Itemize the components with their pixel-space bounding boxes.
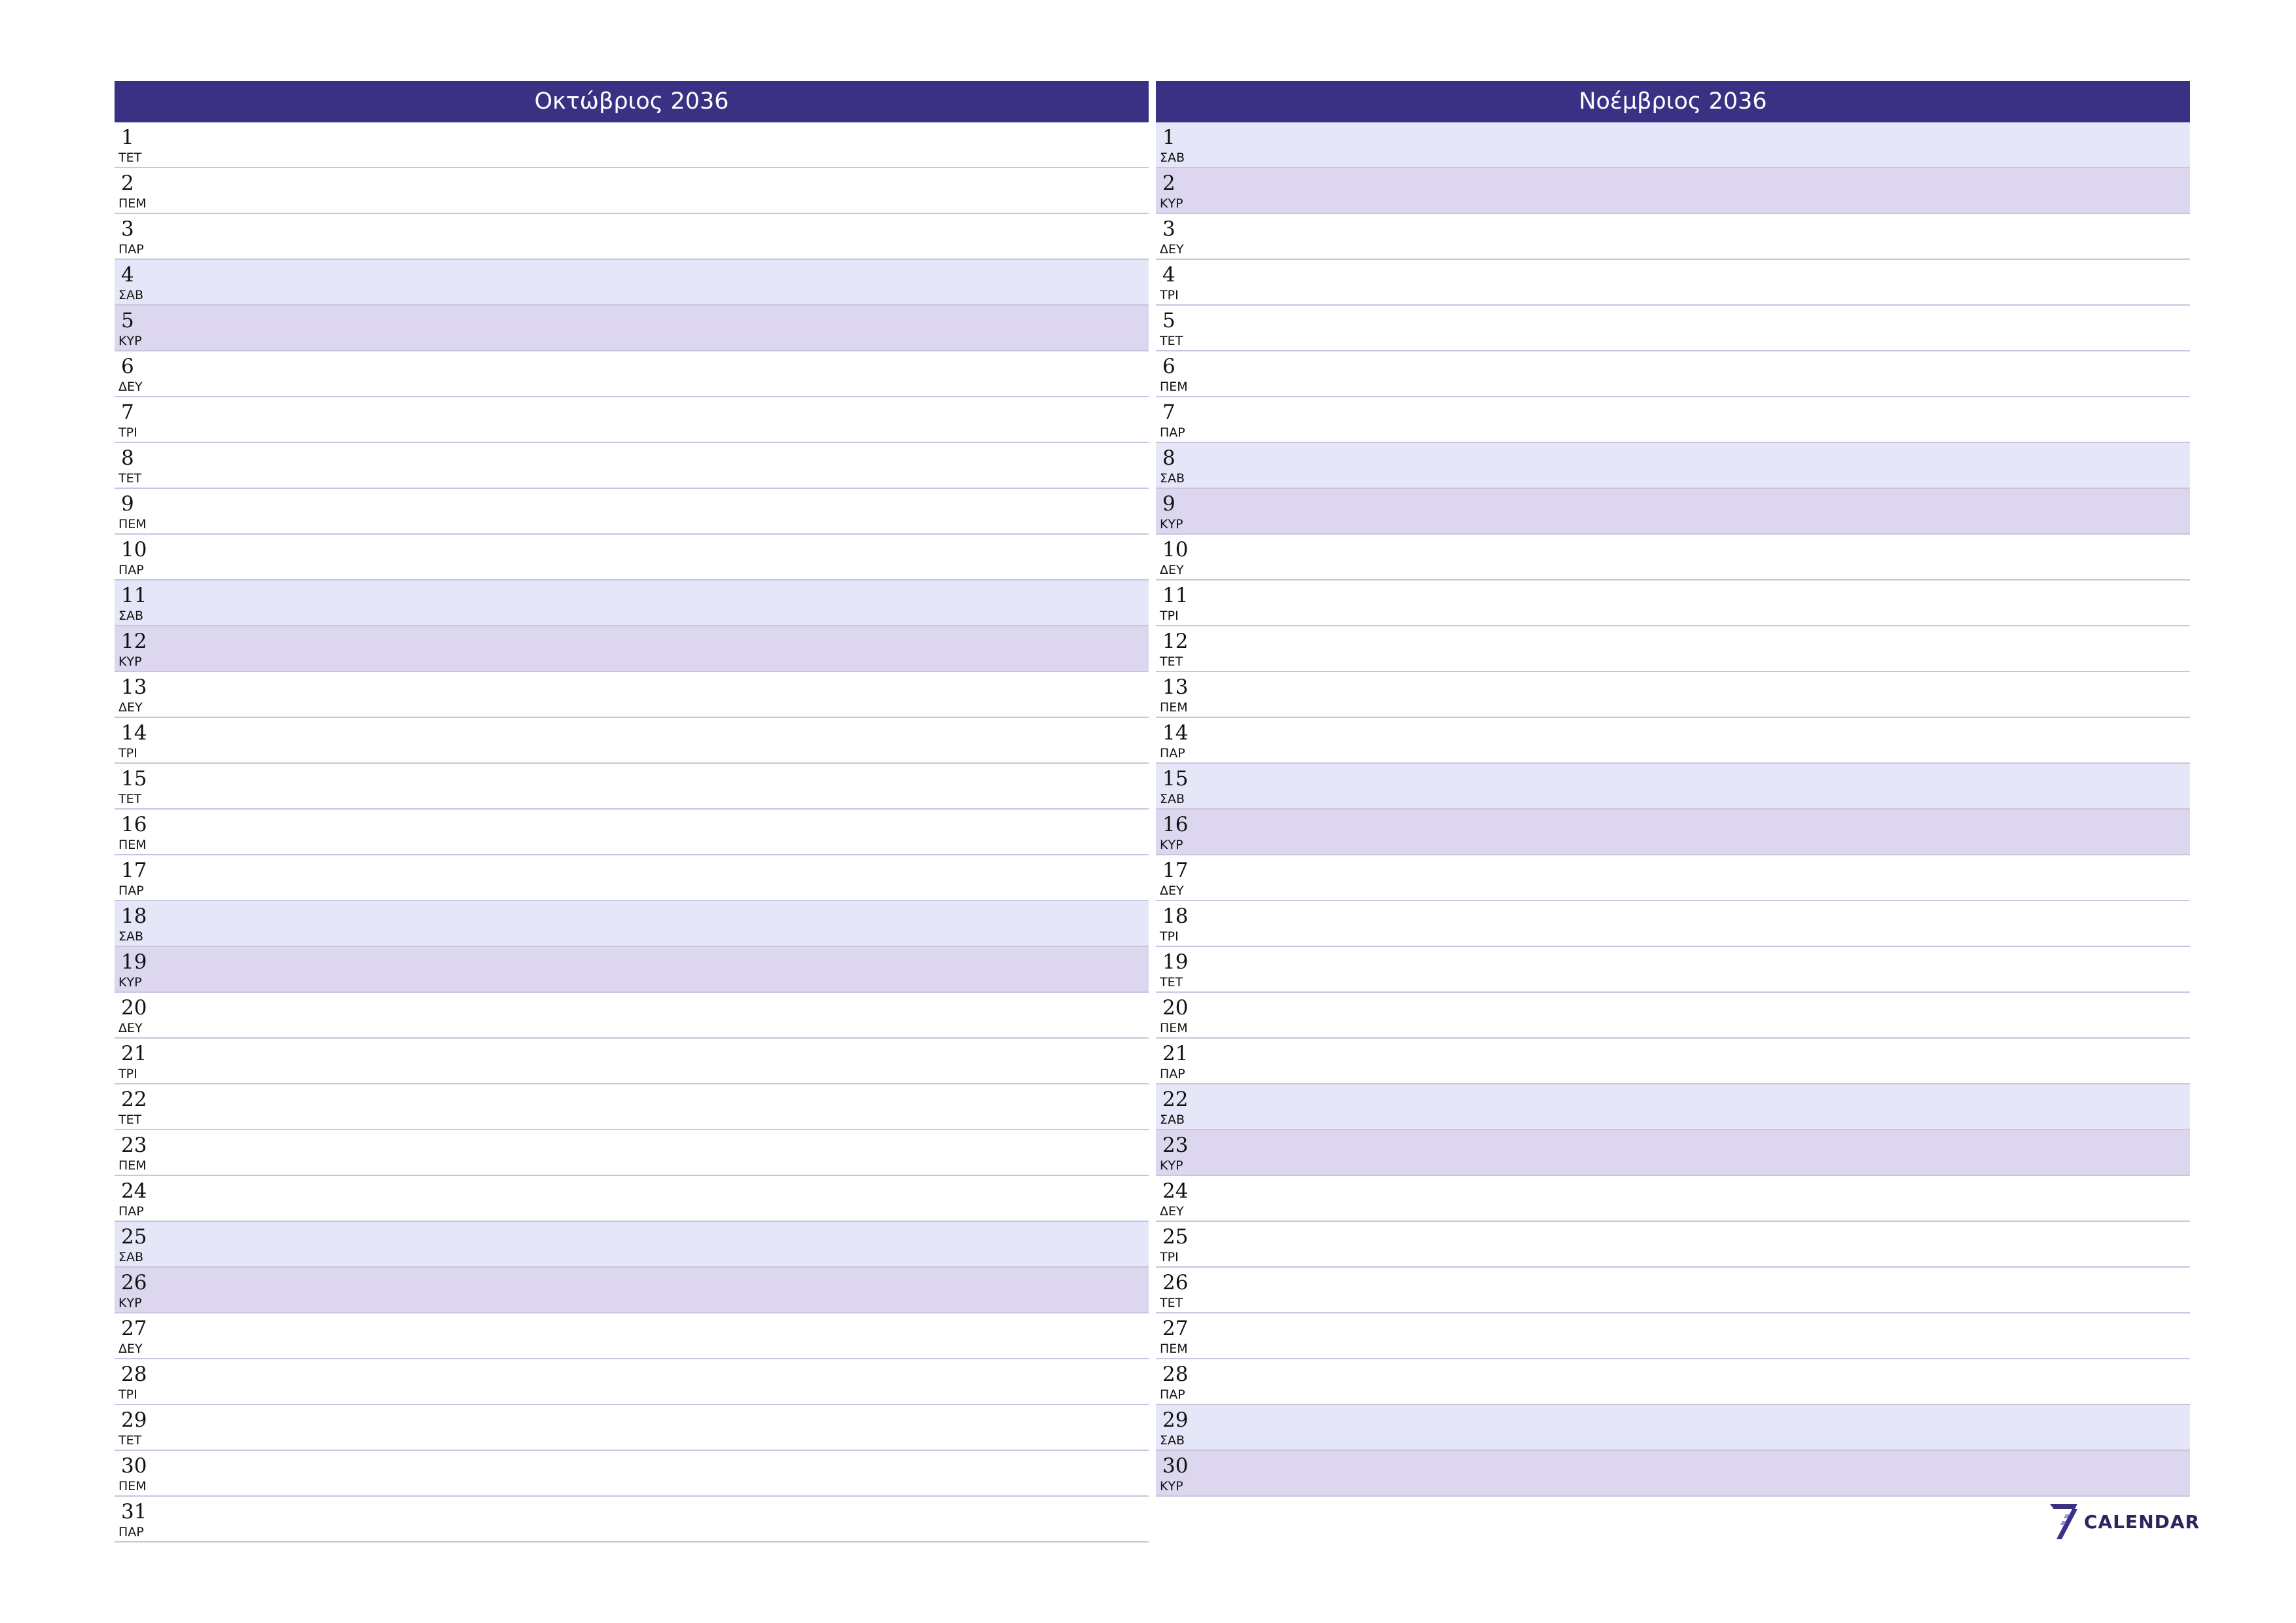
- day-name: ΠΑΡ: [1160, 1067, 1185, 1081]
- day-name: ΔΕΥ: [118, 380, 143, 394]
- day-number: 8: [121, 446, 134, 470]
- day-number: 2: [121, 171, 134, 195]
- day-name: ΔΕΥ: [1160, 883, 1184, 898]
- day-name: ΚΥΡ: [118, 334, 142, 348]
- day-row: [115, 1405, 1149, 1451]
- month-title: Οκτώβριος 2036: [115, 81, 1149, 122]
- day-row: [115, 1359, 1149, 1405]
- day-number: 12: [1162, 630, 1189, 653]
- day-number: 17: [121, 859, 147, 882]
- day-name: ΚΥΡ: [118, 654, 142, 669]
- day-name: ΠΑΡ: [1160, 1387, 1185, 1402]
- day-number: 29: [121, 1408, 147, 1432]
- day-row: [115, 397, 1149, 443]
- day-number: 4: [121, 263, 134, 287]
- day-name: ΚΥΡ: [1160, 1158, 1183, 1173]
- day-number: 6: [1162, 355, 1175, 378]
- day-row: [1156, 626, 2190, 672]
- day-number: 27: [1162, 1317, 1189, 1340]
- day-row: [1156, 1039, 2190, 1084]
- day-row: [1156, 168, 2190, 214]
- day-row: [1156, 1176, 2190, 1222]
- day-number: 14: [1162, 721, 1189, 745]
- day-row: [115, 260, 1149, 306]
- day-row: [115, 122, 1149, 168]
- day-name: ΠΑΡ: [118, 1204, 144, 1219]
- day-row: [115, 718, 1149, 764]
- day-row: [115, 993, 1149, 1039]
- day-name: ΤΡΙ: [118, 746, 137, 760]
- day-number: 21: [1162, 1042, 1189, 1065]
- day-number: 8: [1162, 446, 1175, 470]
- day-name: ΠΑΡ: [118, 883, 144, 898]
- day-number: 25: [1162, 1225, 1189, 1249]
- day-name: ΠΑΡ: [118, 563, 144, 577]
- day-number: 1: [121, 126, 134, 149]
- day-row: [1156, 718, 2190, 764]
- day-name: ΠΑΡ: [1160, 425, 1185, 440]
- day-number: 25: [121, 1225, 147, 1249]
- day-row: [1156, 1451, 2190, 1497]
- day-row: [115, 580, 1149, 626]
- day-number: 12: [121, 630, 147, 653]
- day-number: 14: [121, 721, 147, 745]
- day-name: ΤΕΤ: [118, 792, 142, 806]
- day-name: ΠΕΜ: [1160, 1021, 1188, 1035]
- day-row: [1156, 306, 2190, 351]
- day-row: [115, 901, 1149, 947]
- day-number: 10: [121, 538, 147, 562]
- day-row: [1156, 260, 2190, 306]
- day-name: ΔΕΥ: [118, 1342, 143, 1356]
- day-number: 16: [1162, 813, 1189, 836]
- day-number: 15: [1162, 767, 1189, 791]
- day-number: 20: [121, 996, 147, 1020]
- day-name: ΔΕΥ: [1160, 242, 1184, 257]
- day-name: ΤΕΤ: [118, 1433, 142, 1448]
- day-name: ΤΡΙ: [1160, 609, 1179, 623]
- day-name: ΣΑΒ: [1160, 471, 1185, 486]
- month-october: [115, 81, 1149, 1543]
- day-name: ΤΡΙ: [118, 425, 137, 440]
- day-row: [1156, 1359, 2190, 1405]
- day-row: [1156, 855, 2190, 901]
- brand-text: CALENDAR: [2084, 1510, 2200, 1533]
- day-number: 5: [121, 309, 134, 332]
- day-name: ΔΕΥ: [1160, 1204, 1184, 1219]
- day-row: [115, 764, 1149, 810]
- day-name: ΤΕΤ: [118, 151, 142, 165]
- day-number: 26: [121, 1271, 147, 1294]
- day-name: ΤΕΤ: [1160, 334, 1183, 348]
- day-row: [1156, 901, 2190, 947]
- day-name: ΔΕΥ: [1160, 563, 1184, 577]
- day-row: [1156, 489, 2190, 535]
- day-number: 23: [1162, 1133, 1189, 1157]
- day-row: [115, 855, 1149, 901]
- day-number: 1: [1162, 126, 1175, 149]
- day-name: ΠΕΜ: [1160, 380, 1188, 394]
- day-name: ΠΕΜ: [118, 838, 147, 852]
- day-number: 29: [1162, 1408, 1189, 1432]
- day-name: ΣΑΒ: [1160, 792, 1185, 806]
- day-row: [115, 1451, 1149, 1497]
- day-name: ΤΕΤ: [118, 1113, 142, 1127]
- day-row: [1156, 810, 2190, 855]
- day-number: 20: [1162, 996, 1189, 1020]
- brand-logo: [2049, 1503, 2200, 1541]
- day-name: ΠΑΡ: [118, 242, 144, 257]
- day-number: 7: [121, 401, 134, 424]
- day-row: [1156, 1268, 2190, 1313]
- day-row: [115, 1084, 1149, 1130]
- day-row: [115, 1268, 1149, 1313]
- day-row: [115, 535, 1149, 580]
- day-row: [115, 1497, 1149, 1543]
- day-name: ΤΡΙ: [1160, 929, 1179, 944]
- day-number: 11: [1162, 584, 1189, 607]
- day-number: 31: [121, 1500, 147, 1524]
- day-row: [1156, 535, 2190, 580]
- day-row: [115, 1130, 1149, 1176]
- day-name: ΚΥΡ: [1160, 517, 1183, 531]
- day-name: ΤΕΤ: [118, 471, 142, 486]
- day-row: [1156, 122, 2190, 168]
- day-number: 7: [1162, 401, 1175, 424]
- day-name: ΠΕΜ: [1160, 1342, 1188, 1356]
- day-row: [115, 351, 1149, 397]
- day-number: 26: [1162, 1271, 1189, 1294]
- day-row: [115, 1176, 1149, 1222]
- day-number: 15: [121, 767, 147, 791]
- day-number: 11: [121, 584, 147, 607]
- day-row: [115, 1313, 1149, 1359]
- day-name: ΤΡΙ: [118, 1387, 137, 1402]
- day-number: 19: [121, 950, 147, 974]
- day-name: ΠΕΜ: [118, 1158, 147, 1173]
- day-name: ΣΑΒ: [118, 929, 144, 944]
- day-row: [115, 810, 1149, 855]
- day-row: [1156, 1130, 2190, 1176]
- day-number: 13: [121, 675, 147, 699]
- day-row: [1156, 764, 2190, 810]
- day-row: [115, 214, 1149, 260]
- day-name: ΚΥΡ: [1160, 838, 1183, 852]
- day-number: 3: [121, 217, 134, 241]
- day-name: ΠΕΜ: [118, 1479, 147, 1493]
- day-number: 24: [1162, 1179, 1189, 1203]
- day-row: [115, 672, 1149, 718]
- day-row: [115, 1039, 1149, 1084]
- day-row: [115, 626, 1149, 672]
- day-name: ΣΑΒ: [118, 288, 144, 302]
- day-name: ΣΑΒ: [1160, 151, 1185, 165]
- day-number: 22: [121, 1088, 147, 1111]
- day-list: [1156, 122, 2190, 1497]
- day-name: ΣΑΒ: [1160, 1113, 1185, 1127]
- day-number: 19: [1162, 950, 1189, 974]
- day-row: [1156, 1405, 2190, 1451]
- day-name: ΔΕΥ: [118, 700, 143, 715]
- day-number: 24: [121, 1179, 147, 1203]
- day-number: 13: [1162, 675, 1189, 699]
- day-name: ΤΡΙ: [118, 1067, 137, 1081]
- day-name: ΤΕΤ: [1160, 1296, 1183, 1310]
- day-number: 28: [1162, 1363, 1189, 1386]
- day-row: [115, 489, 1149, 535]
- day-name: ΠΕΜ: [118, 196, 147, 211]
- day-number: 3: [1162, 217, 1175, 241]
- day-name: ΣΑΒ: [118, 609, 144, 623]
- day-number: 9: [1162, 492, 1175, 516]
- day-number: 17: [1162, 859, 1189, 882]
- day-number: 27: [121, 1317, 147, 1340]
- day-name: ΔΕΥ: [118, 1021, 143, 1035]
- day-number: 28: [121, 1363, 147, 1386]
- seven-logo-icon: [2049, 1503, 2079, 1541]
- day-name: ΚΥΡ: [1160, 1479, 1183, 1493]
- day-number: 16: [121, 813, 147, 836]
- day-row: [115, 168, 1149, 214]
- day-name: ΠΕΜ: [118, 517, 147, 531]
- day-row: [115, 306, 1149, 351]
- day-name: ΠΑΡ: [118, 1525, 144, 1539]
- day-row: [1156, 351, 2190, 397]
- day-number: 5: [1162, 309, 1175, 332]
- day-number: 30: [121, 1454, 147, 1478]
- day-row: [115, 443, 1149, 489]
- day-name: ΤΕΤ: [1160, 654, 1183, 669]
- day-number: 10: [1162, 538, 1189, 562]
- day-name: ΤΡΙ: [1160, 288, 1179, 302]
- day-row: [1156, 580, 2190, 626]
- day-row: [1156, 993, 2190, 1039]
- day-number: 9: [121, 492, 134, 516]
- day-name: ΠΑΡ: [1160, 746, 1185, 760]
- month-title: Νοέμβριος 2036: [1156, 81, 2190, 122]
- day-number: 22: [1162, 1088, 1189, 1111]
- day-number: 4: [1162, 263, 1175, 287]
- day-row: [115, 947, 1149, 993]
- day-number: 21: [121, 1042, 147, 1065]
- day-name: ΣΑΒ: [1160, 1433, 1185, 1448]
- day-name: ΚΥΡ: [1160, 196, 1183, 211]
- day-name: ΤΕΤ: [1160, 975, 1183, 990]
- day-name: ΠΕΜ: [1160, 700, 1188, 715]
- day-number: 18: [121, 904, 147, 928]
- day-row: [1156, 672, 2190, 718]
- day-row: [1156, 947, 2190, 993]
- day-row: [1156, 443, 2190, 489]
- day-row: [1156, 1222, 2190, 1268]
- day-name: ΚΥΡ: [118, 1296, 142, 1310]
- day-name: ΤΡΙ: [1160, 1250, 1179, 1264]
- day-list: [115, 122, 1149, 1543]
- day-row: [1156, 1313, 2190, 1359]
- day-row: [1156, 214, 2190, 260]
- day-row: [1156, 1084, 2190, 1130]
- day-number: 6: [121, 355, 134, 378]
- day-name: ΣΑΒ: [118, 1250, 144, 1264]
- day-row: [115, 1222, 1149, 1268]
- day-name: ΚΥΡ: [118, 975, 142, 990]
- day-number: 30: [1162, 1454, 1189, 1478]
- day-number: 2: [1162, 171, 1175, 195]
- day-number: 23: [121, 1133, 147, 1157]
- day-number: 18: [1162, 904, 1189, 928]
- month-november: [1156, 81, 2190, 1497]
- day-row: [1156, 397, 2190, 443]
